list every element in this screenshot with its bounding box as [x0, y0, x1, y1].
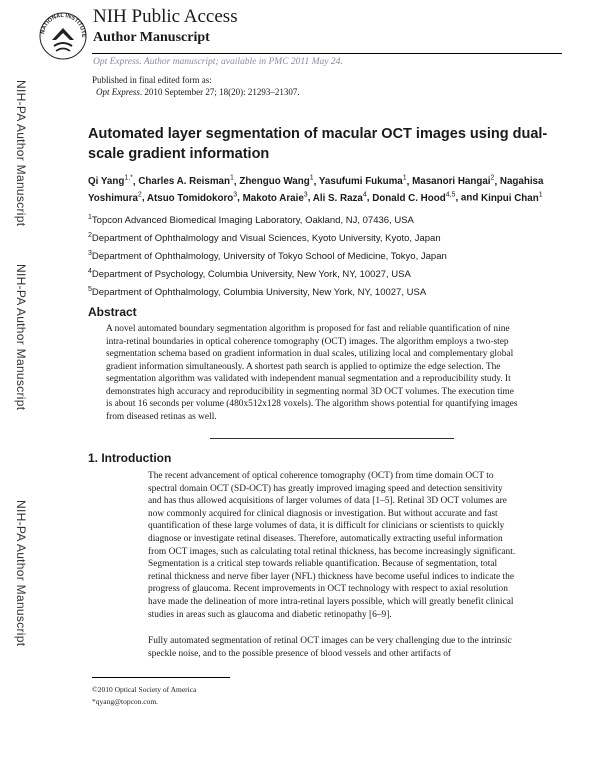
affiliation-number: 1: [88, 214, 92, 221]
author-affiliation-mark: 4,5: [445, 191, 456, 199]
logo-text: NATIONAL INSTITUTE: [40, 12, 87, 38]
abstract-divider: [210, 438, 454, 439]
affiliation: [88, 284, 568, 299]
introduction-paragraph: Fully automated segmentation of retinal OCT images can be very challenging due to the intrinsic speckle noise, and to the possible presence of blood vessels and other artifacts of: [148, 636, 512, 659]
published-label: Published in final edited form as:: [92, 75, 212, 85]
affiliation-number: 5: [88, 286, 92, 293]
affiliation-text: Department of Psychology, Columbia University, New York, NY, 10027, USA: [91, 269, 411, 281]
affiliation-text: Department of Ophthalmology, University of Tokyo School of Medicine, Tokyo, Japan: [91, 251, 447, 263]
side-label: NIH-PA Author Manuscript: [14, 500, 28, 647]
citation: [96, 87, 300, 98]
affiliation-text: Department of Ophthalmology, Columbia University, New York, NY, 10027, USA: [91, 287, 427, 299]
author: [313, 193, 367, 204]
author: [147, 193, 237, 204]
side-label: NIH-PA Author Manuscript: [14, 264, 28, 411]
availability-note: Opt Express. Author manuscript; available in PMC 2011 May 24.: [93, 57, 343, 67]
author-name: Masanori Hangai: [412, 176, 491, 188]
affiliation-text: Department of Ophthalmology and Visual Sciences, Kyoto University, Kyoto, Japan: [91, 233, 441, 245]
author: [481, 193, 543, 204]
author-affiliation-mark: 2: [137, 191, 142, 199]
citation-details: . 2010 September 27; 18(20): 21293–21307.: [139, 87, 300, 97]
author: [412, 176, 494, 187]
nih-logo: [38, 6, 88, 68]
author-name: Yasufumi Fukuma: [318, 176, 403, 188]
author-affiliation-mark: 2: [490, 175, 495, 182]
author: [138, 176, 234, 187]
author-name: Qi Yang: [88, 176, 125, 188]
author-name: Nagahisa Yoshimura: [88, 176, 544, 204]
footnote-divider: [92, 677, 230, 678]
author-list: Qi Yang$^{1,*}$, Charles A. Reisman$^1$, Zhenguo Wang$^1$, Yasufumi Fukuma$^1$, Masanori Hangai$^2$, Nagahisa Yoshimura$^2$, Atsuo Tomidokoro$^3$, Makoto Araie$^3$, Ali S. Raza$^4$, Donald C. Hood$^{4,5}$, and Kinpui Chan$^1$: [88, 175, 544, 204]
article-title: Automated layer segmentation of macular OCT images using dual-scale gradient information: [88, 126, 548, 162]
side-label: NIH-PA Author Manuscript: [14, 80, 28, 227]
affiliation: [88, 248, 568, 263]
author-name: Atsuo Tomidokoro: [146, 192, 234, 204]
introduction-paragraph: The recent advancement of optical coherence tomography (OCT) from time domain OCT to spectral domain OCT (SD-OCT) has greatly improved imaging speed and detection sensitivity and has thus allowed acquisitions of larger volumes of data [1–5]. Retinal 3D OCT volumes are now commonly acquired for clinical diagnosis or investigation. But without accurate and fast quantification of these large volumes of data, it is difficult for clinicians or scientists to quickly diagnose or investigate retinal diseases. Therefore, automatically extracting useful information from OCT images, such as calculating total retinal thickness, has become increasingly significant. Segmentation is a critical step towards reliable quantification. Because of segmentation, total retinal thickness and nerve fiber layer (NFL) thickness have become useful indices to indicate the progress of glaucoma. Recent improvements in OCT technology with respect to axial resolution have made the delineation of more intra-retinal layers possible, which will greatly benefit clinical studies in areas such as glaucoma and diabetic retinopathy [6–9].: [148, 471, 516, 620]
author: [88, 176, 133, 187]
author-affiliation-mark: 3: [233, 191, 238, 199]
affiliation-number: 2: [88, 232, 92, 239]
author-affiliation-mark: 1: [309, 175, 314, 182]
author-name: Makoto Araie: [242, 192, 304, 204]
affiliation-number: 4: [88, 268, 92, 275]
header-title: NIH Public Access: [93, 6, 238, 27]
author-name: Ali S. Raza: [312, 192, 363, 204]
author-name: Kinpui Chan: [481, 192, 539, 204]
author: [239, 176, 313, 187]
affiliation-text: Topcon Advanced Biomedical Imaging Laboratory, Oakland, NJ, 07436, USA: [91, 215, 414, 227]
header-subtitle: Author Manuscript: [93, 30, 210, 45]
author: [372, 193, 455, 204]
author-name: Donald C. Hood: [372, 192, 446, 204]
author-affiliation-mark: 1: [538, 191, 543, 199]
affiliation: [88, 212, 568, 227]
journal-name: Opt Express: [96, 87, 140, 97]
author: [319, 176, 407, 187]
header-divider: [92, 53, 562, 54]
author-affiliation-mark: 1,*: [124, 175, 133, 182]
abstract-text: A novel automated boundary segmentation algorithm is proposed for fast and reliable quantification of nine intra-retinal boundaries in optical coherence tomography (OCT) images. The algorithm employs a two-step segmentation schema based on gradient information in dual scales, utilizing local and complementary global gradient information simultaneously. A shortest path search is applied to optimize the edge selection. The segmentation algorithm was validated with independent manual segmentation and a reproducibility study. It demonstrates high accuracy and reproducibility in segmenting normal 3D OCT volumes. The execution time is about 16 seconds per volume (480x512x128 voxels). The algorithm shows potential for quantifying images from diseased retinas as well.: [106, 324, 518, 422]
abstract-heading: Abstract: [88, 305, 137, 319]
affiliation: [88, 266, 568, 281]
author-name: Zhenguo Wang: [239, 176, 310, 188]
affiliation-number: 3: [88, 250, 92, 257]
section-heading-introduction: 1. Introduction: [88, 451, 172, 465]
affiliation: [88, 230, 568, 245]
author-affiliation-mark: 1: [229, 175, 234, 182]
corresponding-email: *qyang@topcon.com.: [92, 697, 159, 706]
author-affiliation-mark: 1: [402, 175, 407, 182]
copyright-notice: ©2010 Optical Society of America: [92, 685, 197, 694]
author: [243, 193, 308, 204]
author-name: Charles A. Reisman: [138, 176, 230, 188]
author-affiliation-mark: 4: [362, 191, 367, 199]
author-affiliation-mark: 3: [303, 191, 308, 199]
